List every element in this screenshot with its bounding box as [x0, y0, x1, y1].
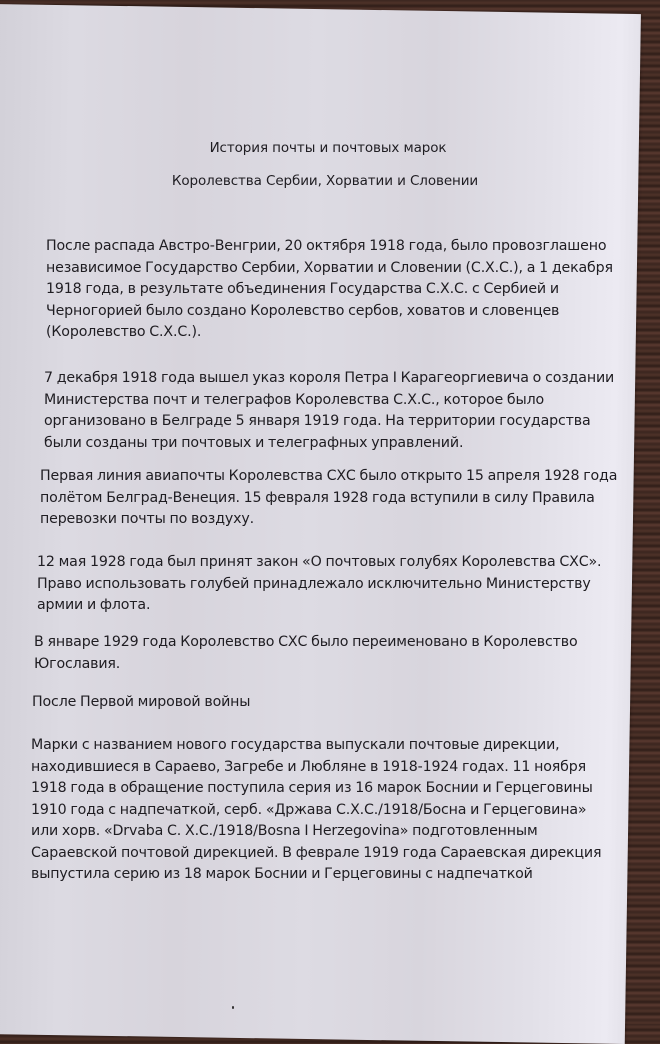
paragraph-line: 12 мая 1928 года был принят закон «О почтовых голубях Королевства СХС».: [37, 554, 602, 570]
section-heading: После Первой мировой войны: [32, 694, 251, 710]
paragraph-line: 1918 года, в результате объединения Государства С.Х.С. с Сербией и: [46, 281, 559, 297]
paragraph-line: армии и флота.: [37, 597, 151, 613]
paragraph-line: 1910 года с надпечаткой, серб. «Држава С.Х.С./1918/Босна и Герцеговина»: [31, 801, 587, 818]
paragraph-line: полётом Белград-Венеция. 15 февраля 1928 года вступили в силу Правила: [40, 489, 595, 506]
paragraph-line: Право использовать голубей принадлежало исключительно Министерству: [37, 575, 591, 592]
paragraph-line: находившиеся в Сараево, Загребе и Любляне в 1918-1924 годах. 11 ноября: [31, 758, 586, 775]
paragraph-2: [44, 368, 615, 454]
paragraph-line: Сараевской почтовой дирекцией. В феврале 1919 года Сараевская дирекция: [31, 844, 602, 861]
paragraph-line: 1918 года в обращение поступила серия из 16 марок Боснии и Герцеговины: [31, 780, 593, 796]
paragraph-1: [46, 236, 613, 344]
paragraph-line: После распада Австро-Венгрии, 20 октября 1918 года, было провозглашено: [46, 238, 607, 254]
paragraph-line: были созданы три почтовых и телеграфных управлений.: [44, 434, 464, 451]
paragraph-5: [34, 632, 594, 675]
paragraph-line: В январе 1929 года Королевство СХС было переименовано в Королевство: [34, 634, 578, 650]
paragraph-line: Марки с названием нового государства выпускали почтовые дирекции,: [31, 737, 560, 753]
paragraph-line: независимое Государство Сербии, Хорватии и Словении (С.Х.С.), а 1 декабря: [46, 259, 613, 276]
paragraph-line: 7 декабря 1918 года вышел указ короля Петра I Карагеоргиевича о создании: [44, 370, 615, 386]
paragraph-line: Черногорией было создано Королевство сербов, ховатов и словенцев: [46, 302, 560, 319]
paragraph-line: организовано в Белграде 5 января 1919 года. На территории государства: [44, 413, 591, 429]
paragraph-line: Югославия.: [34, 655, 121, 672]
paragraph-line: выпустила серию из 18 марок Боснии и Герцеговины с надпечаткой: [31, 866, 533, 882]
document-title-line-2: Королевства Сербии, Хорватии и Словении: [171, 173, 479, 189]
paragraph-4: [37, 552, 602, 617]
paper-speck: [232, 1006, 234, 1009]
section-paragraph: [31, 735, 602, 886]
paragraph-line: перевозки почты по воздуху.: [40, 511, 254, 527]
paragraph-line: или хорв. «Drvaba C. X.C./1918/Bosna I Herzegovina» подготовленным: [31, 823, 538, 839]
paragraph-line: (Королевство С.Х.С.).: [46, 324, 202, 340]
paragraph-line: Министерства почт и телеграфов Королевства С.Х.С., которое было: [44, 391, 545, 408]
paragraph-3: [40, 466, 618, 531]
document-title-line-1: История почты и почтовых марок: [209, 140, 447, 156]
paragraph-line: Первая линия авиапочты Королевства СХС было открыто 15 апреля 1928 года: [40, 468, 618, 484]
